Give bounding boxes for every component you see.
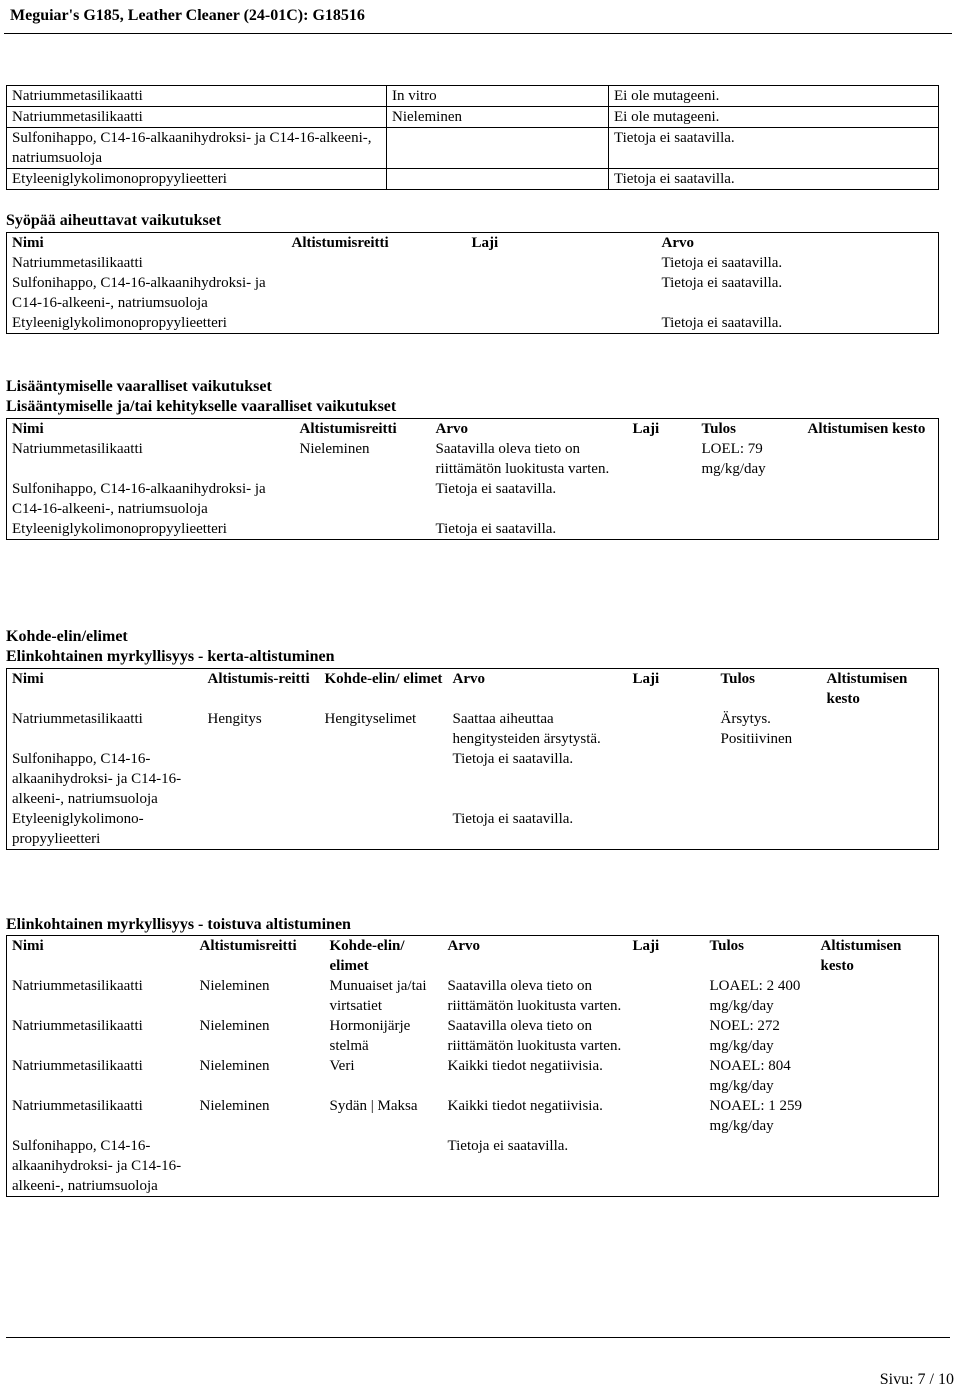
table-cell: [467, 273, 657, 313]
column-header: Arvo: [435, 421, 468, 437]
column-header: Altistumisreitti: [291, 235, 389, 251]
section-title-carcinogenicity: Syöpää aiheuttavat vaikutukset: [6, 212, 222, 229]
table-cell: [628, 1016, 705, 1056]
table-cell: Sulfonihappo, C14-16-alkaanihydroksi- ja C14-16-alkeeni-, natriumsuoloja: [7, 128, 387, 169]
column-header: Nimi: [12, 235, 44, 251]
single-exposure-header-row: [7, 669, 939, 710]
table-cell: [387, 128, 609, 169]
table-cell: [816, 1136, 939, 1197]
table-cell: [816, 1016, 939, 1056]
single-exposure-table: [6, 668, 939, 850]
column-header: Nimi: [12, 938, 44, 954]
table-cell: Natriummetasilikaatti: [12, 711, 143, 727]
table-cell: Munuaiset ja/tai virtsatiet: [329, 978, 427, 1014]
table-cell: [803, 479, 939, 519]
table-cell: NOAEL: 1 259 mg/kg/day: [709, 1098, 802, 1134]
table-cell: Natriummetasilikaatti: [12, 1018, 143, 1034]
table-cell: LOAEL: 2 400 mg/kg/day: [709, 978, 801, 1014]
table-cell: [287, 273, 467, 313]
column-header: Altistumisen kesto: [826, 671, 908, 707]
table-cell: Tietoja ei saatavilla.: [609, 128, 939, 169]
column-header: Laji: [632, 421, 660, 437]
table-cell: Natriummetasilikaatti: [12, 1058, 143, 1074]
column-header: Laji: [471, 235, 499, 251]
table-cell: [467, 313, 657, 334]
table-cell: Hengitys: [207, 711, 262, 727]
table-cell: Tietoja ei saatavilla.: [452, 811, 574, 827]
table-cell: [716, 809, 822, 850]
carcinogenicity-header-row: [7, 233, 939, 254]
table-cell: [628, 809, 716, 850]
table-cell: Hengityselimet: [324, 711, 417, 727]
table-cell: [387, 169, 609, 190]
table-cell: Saatavilla oleva tieto on riittämätön luokitusta varten.: [435, 441, 610, 477]
table-cell: LOEL: 79 mg/kg/day: [701, 441, 766, 477]
footer-rule: [6, 1337, 950, 1338]
table-cell: Etyleeniglykolimonopropyylieetteri: [7, 169, 387, 190]
repeated-exposure-table: [6, 935, 939, 1197]
section-title-repeated-exposure: Elinkohtainen myrkyllisyys - toistuva altistuminen: [6, 916, 351, 933]
repeated-exposure-row: [7, 976, 939, 1016]
table-cell: [716, 749, 822, 809]
table-cell: [816, 1056, 939, 1096]
column-header: Altistumisreitti: [199, 938, 297, 954]
table-cell: [195, 1136, 325, 1197]
column-header: Laji: [632, 671, 660, 687]
column-header: Arvo: [452, 671, 485, 687]
column-header: Arvo: [661, 235, 694, 251]
repeated-exposure-row: [7, 1096, 939, 1136]
table-cell: [816, 1096, 939, 1136]
table-cell: Hormonijärje stelmä: [329, 1018, 411, 1054]
table-cell: Veri: [329, 1058, 355, 1074]
reproductive-header-row: [7, 419, 939, 440]
carcinogenicity-row: [7, 273, 939, 313]
table-cell: Ei ole mutageeni.: [609, 86, 939, 107]
table-cell: [628, 976, 705, 1016]
table-cell: [822, 709, 939, 749]
table-cell: [697, 519, 803, 540]
table-cell: Tietoja ei saatavilla.: [661, 275, 783, 291]
table-cell: Kaikki tiedot negatiivisia.: [447, 1098, 603, 1114]
table-cell: Saatavilla oleva tieto on riittämätön luokitusta varten.: [447, 1018, 622, 1054]
table-cell: [816, 976, 939, 1016]
table-cell: [467, 253, 657, 273]
table-cell: Natriummetasilikaatti: [12, 255, 143, 271]
repeated-exposure-row: [7, 1136, 939, 1197]
reproductive-table: [6, 418, 939, 540]
mutagenicity-row: [7, 128, 939, 169]
table-cell: Etyleeniglykolimono-propyylieetteri: [12, 811, 144, 847]
table-cell: Natriummetasilikaatti: [12, 1098, 143, 1114]
table-cell: [628, 749, 716, 809]
table-cell: [325, 1136, 443, 1197]
section-title-single-exposure: Elinkohtainen myrkyllisyys - kerta-altistuminen: [6, 648, 335, 665]
section-subtitle-reproductive: Lisääntymiselle ja/tai kehitykselle vaaralliset vaikutukset: [6, 398, 397, 415]
table-cell: Nieleminen: [199, 1098, 270, 1114]
single-exposure-row: [7, 709, 939, 749]
column-header: Nimi: [12, 421, 44, 437]
column-header: Kohde-elin/ elimet: [329, 938, 405, 974]
mutagenicity-row: [7, 169, 939, 190]
table-cell: Saatavilla oleva tieto on riittämätön luokitusta varten.: [447, 978, 622, 1014]
carcinogenicity-row: [7, 253, 939, 273]
table-cell: [628, 439, 697, 479]
reproductive-row: [7, 439, 939, 479]
table-cell: [295, 479, 431, 519]
table-cell: [803, 519, 939, 540]
table-cell: [697, 479, 803, 519]
table-cell: Tietoja ei saatavilla.: [435, 481, 557, 497]
table-cell: Nieleminen: [199, 978, 270, 994]
table-cell: [628, 1136, 705, 1197]
table-cell: Nieleminen: [199, 1018, 270, 1034]
repeated-exposure-row: [7, 1056, 939, 1096]
table-cell: Ei ole mutageeni.: [609, 107, 939, 128]
mutagenicity-row: [7, 107, 939, 128]
table-cell: Nieleminen: [199, 1058, 270, 1074]
single-exposure-row: [7, 749, 939, 809]
table-cell: Natriummetasilikaatti: [12, 978, 143, 994]
document-title: Meguiar's G185, Leather Cleaner (24-01C): G18516: [10, 7, 365, 24]
column-header: Altistumisreitti: [299, 421, 397, 437]
reproductive-row: [7, 479, 939, 519]
table-cell: Nieleminen: [387, 107, 609, 128]
mutagenicity-row: [7, 86, 939, 107]
table-cell: [203, 809, 320, 850]
document-header: [4, 0, 952, 34]
column-header: Altistumisen kesto: [820, 938, 902, 974]
table-cell: Sydän | Maksa: [329, 1098, 418, 1114]
table-cell: NOAEL: 804 mg/kg/day: [709, 1058, 791, 1094]
column-header: Tulos: [701, 421, 736, 437]
table-cell: Natriummetasilikaatti: [7, 86, 387, 107]
table-cell: [628, 1096, 705, 1136]
column-header: Altistumisen kesto: [807, 421, 926, 437]
single-exposure-row: [7, 809, 939, 850]
table-cell: [320, 809, 448, 850]
section-title-target-organ: Kohde-elin/elimet: [6, 628, 128, 645]
table-cell: [803, 439, 939, 479]
table-cell: Tietoja ei saatavilla.: [435, 521, 557, 537]
repeated-exposure-header-row: [7, 936, 939, 977]
table-cell: Etyleeniglykolimonopropyylieetteri: [12, 521, 227, 537]
table-cell: [628, 1056, 705, 1096]
table-cell: Sulfonihappo, C14-16-alkaanihydroksi- ja C14-16-alkeeni-, natriumsuoloja: [12, 751, 182, 807]
table-cell: Sulfonihappo, C14-16-alkaanihydroksi- ja C14-16-alkeeni-, natriumsuoloja: [12, 1138, 182, 1194]
column-header: Nimi: [12, 671, 44, 687]
table-cell: [287, 313, 467, 334]
column-header: Altistumis-reitti: [207, 671, 310, 687]
carcinogenicity-row: [7, 313, 939, 334]
table-cell: Tietoja ei saatavilla.: [609, 169, 939, 190]
page-number: Sivu: 7 / 10: [879, 1371, 954, 1388]
table-cell: [287, 253, 467, 273]
carcinogenicity-table: [6, 232, 939, 334]
table-cell: [295, 519, 431, 540]
table-cell: Etyleeniglykolimonopropyylieetteri: [12, 315, 227, 331]
mutagenicity-table: [6, 85, 939, 190]
table-cell: [203, 749, 320, 809]
column-header: Tulos: [709, 938, 744, 954]
table-cell: Tietoja ei saatavilla.: [447, 1138, 569, 1154]
table-cell: Sulfonihappo, C14-16-alkaanihydroksi- ja C14-16-alkeeni-, natriumsuoloja: [12, 481, 266, 517]
column-header: Laji: [632, 938, 660, 954]
table-cell: [628, 519, 697, 540]
table-cell: Tietoja ei saatavilla.: [452, 751, 574, 767]
table-cell: In vitro: [387, 86, 609, 107]
table-cell: [628, 479, 697, 519]
column-header: Kohde-elin/ elimet: [324, 671, 443, 687]
table-cell: Tietoja ei saatavilla.: [661, 315, 783, 331]
table-cell: Sulfonihappo, C14-16-alkaanihydroksi- ja C14-16-alkeeni-, natriumsuoloja: [12, 275, 266, 311]
table-cell: [705, 1136, 816, 1197]
table-cell: Natriummetasilikaatti: [12, 441, 143, 457]
table-cell: [822, 749, 939, 809]
table-cell: [628, 709, 716, 749]
table-cell: Natriummetasilikaatti: [7, 107, 387, 128]
table-cell: NOEL: 272 mg/kg/day: [709, 1018, 780, 1054]
table-cell: [822, 809, 939, 850]
column-header: Tulos: [720, 671, 755, 687]
table-cell: Tietoja ei saatavilla.: [661, 255, 783, 271]
section-title-reproductive: Lisääntymiselle vaaralliset vaikutukset: [6, 378, 272, 395]
column-header: Arvo: [447, 938, 480, 954]
table-cell: Kaikki tiedot negatiivisia.: [447, 1058, 603, 1074]
table-cell: Ärsytys. Positiivinen: [720, 711, 793, 747]
repeated-exposure-row: [7, 1016, 939, 1056]
table-cell: Saattaa aiheuttaa hengitysteiden ärsytystä.: [452, 711, 601, 747]
reproductive-row: [7, 519, 939, 540]
table-cell: [320, 749, 448, 809]
table-cell: Nieleminen: [299, 441, 370, 457]
